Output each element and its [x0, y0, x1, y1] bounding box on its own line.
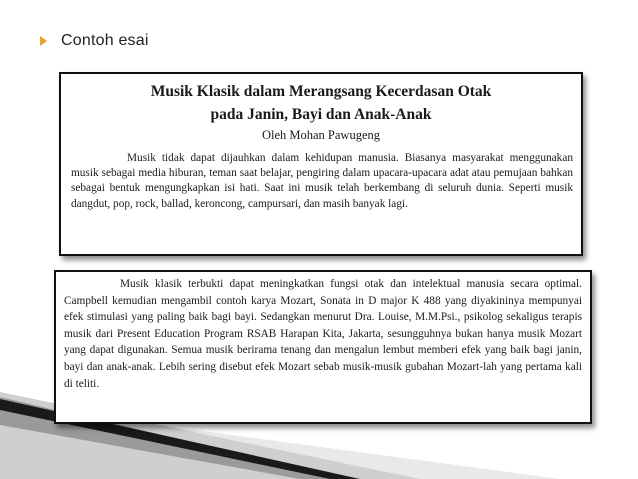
bullet-item [40, 32, 149, 50]
essay-paragraph-1-text: Musik tidak dapat dijauhkan dalam kehidupan manusia. Biasanya masyarakat menggunakan musik sebagai media hiburan, teman saat belajar, pengiring dalam upacara-upacara adat atau pemujaan bahkan sebagai bentuk mengungkapkan isi hati. Saat ini musik telah berkembang di seluruh dunia. Seperti musik dangdut, pop, rock, ballad, keroncong, campursari, dan masih banyak lagi. [71, 152, 573, 210]
essay-author: Oleh Mohan Pawugeng [261, 128, 381, 142]
essay-excerpt-box-1 [59, 72, 583, 256]
essay-title-line1: Musik Klasik dalam Merangsang Kecerdasan Otak [150, 83, 492, 100]
essay-paragraph-2 [56, 272, 590, 392]
bullet-arrow-icon [40, 36, 47, 46]
essay-paragraph-2-text: Musik klasik terbukti dapat meningkatkan fungsi otak dan intelektual manusia secara optimal. Campbell kemudian mengambil contoh karya Mozart, Sonata in D major K 488 yang diyakininya mempunyai efek stimulasi yang paling baik bagi bayi. Sedangkan menurut Dra. Louise, M.M.Psi., psikolog sekaligus terapis musik dari Present Education Program RSAB Harapan Kita, Jakarta, sesungguhnya bukan hanya musik Mozart yang dapat digunakan. Semua musik berirama tenang dan mengalun lembut memberi efek yang baik bagi janin, bayi dan anak-anak. Lebih sering disebut efek Mozart sebab musik-musik gubahan Mozart-lah yang pertama kali di teliti. [64, 278, 582, 390]
essay-excerpt-box-2 [54, 270, 592, 424]
bullet-label: Contoh esai [61, 32, 149, 49]
essay-title-line2: pada Janin, Bayi dan Anak-Anak [210, 106, 432, 123]
essay-paragraph-1 [61, 151, 581, 212]
